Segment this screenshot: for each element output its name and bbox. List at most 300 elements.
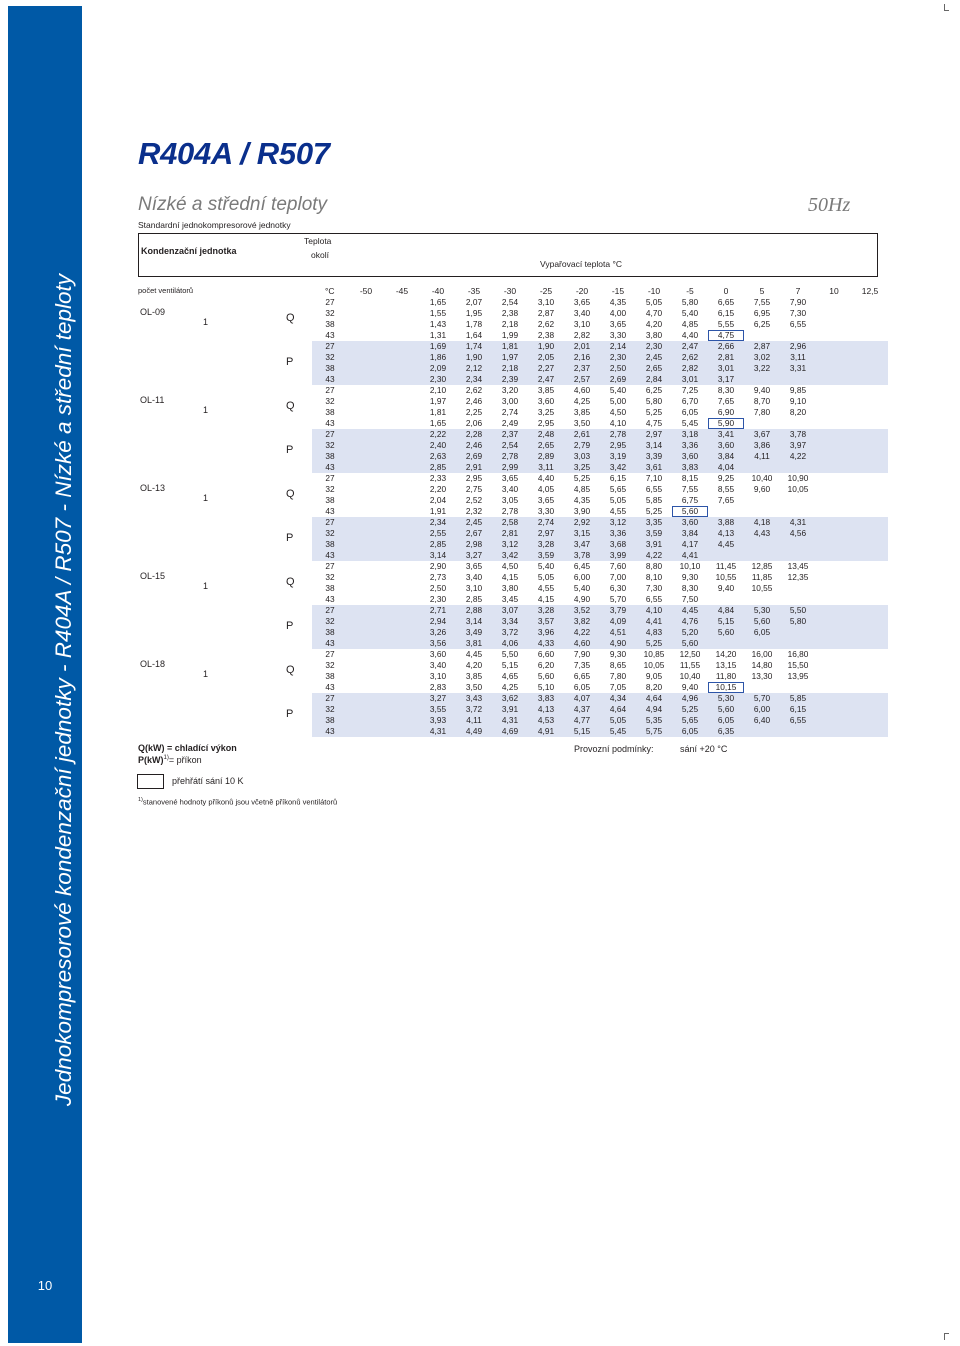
page-title: R404A / R507 <box>138 136 330 171</box>
value-cell: 5,05 <box>600 715 636 726</box>
value-cell <box>384 363 420 374</box>
value-cell: 3,22 <box>744 363 780 374</box>
value-cell <box>744 682 780 693</box>
quantity-label-q: Q <box>286 312 295 324</box>
quantity-label-q: Q <box>286 400 295 412</box>
value-cell: 8,30 <box>708 385 744 396</box>
value-cell: 5,45 <box>672 418 708 429</box>
value-cell: 5,35 <box>636 715 672 726</box>
value-cell: 11,55 <box>672 660 708 671</box>
value-cell: 12,50 <box>672 649 708 660</box>
performance-table <box>312 297 888 737</box>
value-cell: 5,05 <box>600 495 636 506</box>
value-cell: 3,00 <box>492 396 528 407</box>
value-cell: 2,07 <box>456 297 492 308</box>
ambient-temp-cell: 32 <box>312 616 348 627</box>
value-cell: 2,27 <box>528 363 564 374</box>
value-cell: 6,90 <box>708 407 744 418</box>
legend-p: P(kW)$^{1)}$= příkon <box>138 755 202 765</box>
value-cell: 5,40 <box>600 385 636 396</box>
model-name: OL-09 <box>140 307 166 317</box>
value-cell <box>816 308 852 319</box>
value-cell: 1,95 <box>456 308 492 319</box>
ambient-temp-cell: 27 <box>312 693 348 704</box>
value-cell <box>384 627 420 638</box>
value-cell: 5,60 <box>708 704 744 715</box>
value-cell <box>348 660 384 671</box>
value-cell: 3,91 <box>492 704 528 715</box>
value-cell <box>816 385 852 396</box>
value-cell: 12,85 <box>744 561 780 572</box>
value-cell: 4,41 <box>636 616 672 627</box>
value-cell <box>384 506 420 517</box>
value-cell <box>780 638 816 649</box>
value-cell: 5,80 <box>672 297 708 308</box>
value-cell: 2,75 <box>456 484 492 495</box>
value-cell: 2,65 <box>636 363 672 374</box>
value-cell <box>852 638 888 649</box>
value-cell: 3,35 <box>636 517 672 528</box>
value-cell: 7,00 <box>600 572 636 583</box>
ambient-temp-cell: 38 <box>312 671 348 682</box>
table-row <box>312 341 888 352</box>
value-cell: 2,46 <box>456 440 492 451</box>
value-cell: 10,55 <box>708 572 744 583</box>
value-cell: 4,64 <box>636 693 672 704</box>
value-cell <box>852 506 888 517</box>
value-cell: 3,11 <box>780 352 816 363</box>
value-cell: 8,15 <box>672 473 708 484</box>
value-cell: 9,40 <box>744 385 780 396</box>
table-row <box>312 495 888 506</box>
value-cell: 4,17 <box>672 539 708 550</box>
value-cell: 6,05 <box>744 627 780 638</box>
value-cell: 6,30 <box>600 583 636 594</box>
value-cell <box>384 693 420 704</box>
value-cell <box>384 572 420 583</box>
value-cell <box>384 440 420 451</box>
value-cell <box>852 297 888 308</box>
value-cell <box>348 671 384 682</box>
value-cell: 5,30 <box>708 693 744 704</box>
value-cell: 11,80 <box>708 671 744 682</box>
value-cell <box>852 528 888 539</box>
value-cell: 4,45 <box>672 605 708 616</box>
value-cell: 5,10 <box>528 682 564 693</box>
ambient-temp-cell: 27 <box>312 297 348 308</box>
value-cell: 3,65 <box>564 297 600 308</box>
value-cell: 3,72 <box>456 704 492 715</box>
value-cell: 5,05 <box>528 572 564 583</box>
value-cell: 2,54 <box>492 440 528 451</box>
value-cell: 4,31 <box>420 726 456 737</box>
value-cell <box>744 330 780 341</box>
value-cell: 4,22 <box>564 627 600 638</box>
value-cell <box>852 484 888 495</box>
value-cell: 3,67 <box>744 429 780 440</box>
value-cell: 2,94 <box>420 616 456 627</box>
value-cell <box>348 429 384 440</box>
value-cell: 13,45 <box>780 561 816 572</box>
value-cell: 6,15 <box>708 308 744 319</box>
value-cell: 11,85 <box>744 572 780 583</box>
value-cell: 1,55 <box>420 308 456 319</box>
value-cell: 2,04 <box>420 495 456 506</box>
value-cell: 2,67 <box>456 528 492 539</box>
quantity-label-q: Q <box>286 488 295 500</box>
value-cell: 2,28 <box>456 429 492 440</box>
value-cell <box>780 330 816 341</box>
value-cell: 7,35 <box>564 660 600 671</box>
value-cell: 3,01 <box>708 363 744 374</box>
value-cell: 4,40 <box>672 330 708 341</box>
value-cell: 2,52 <box>456 495 492 506</box>
value-cell: 2,22 <box>420 429 456 440</box>
value-cell <box>780 539 816 550</box>
value-cell <box>816 484 852 495</box>
table-row <box>312 407 888 418</box>
value-cell <box>816 352 852 363</box>
value-cell <box>744 374 780 385</box>
value-cell <box>852 594 888 605</box>
value-cell: 2,57 <box>564 374 600 385</box>
value-cell: 3,80 <box>636 330 672 341</box>
value-cell <box>348 539 384 550</box>
value-cell: 8,65 <box>600 660 636 671</box>
ambient-temp-cell: 43 <box>312 726 348 737</box>
value-cell: 4,76 <box>672 616 708 627</box>
quantity-label-p: P <box>286 444 294 456</box>
column-header: -50 <box>359 286 373 296</box>
value-cell <box>348 396 384 407</box>
value-cell <box>816 660 852 671</box>
quantity-label-q: Q <box>286 576 295 588</box>
value-cell: 1,31 <box>420 330 456 341</box>
value-cell: 2,62 <box>528 319 564 330</box>
value-cell: 4,83 <box>636 627 672 638</box>
value-cell <box>852 726 888 737</box>
value-cell: 2,97 <box>636 429 672 440</box>
value-cell: 3,59 <box>528 550 564 561</box>
value-cell: 3,50 <box>564 418 600 429</box>
value-cell: 2,89 <box>528 451 564 462</box>
value-cell: 2,34 <box>456 374 492 385</box>
value-cell: 2,84 <box>636 374 672 385</box>
value-cell: 5,25 <box>636 407 672 418</box>
value-cell: 4,56 <box>780 528 816 539</box>
value-cell: 2,30 <box>636 341 672 352</box>
value-cell <box>744 539 780 550</box>
value-cell: 2,18 <box>492 319 528 330</box>
value-cell: 2,58 <box>492 517 528 528</box>
value-cell <box>780 506 816 517</box>
table-row <box>312 319 888 330</box>
value-cell: 3,07 <box>492 605 528 616</box>
value-cell: 9,40 <box>672 682 708 693</box>
value-cell: 3,11 <box>528 462 564 473</box>
value-cell: 3,65 <box>456 561 492 572</box>
value-cell: 2,82 <box>672 363 708 374</box>
value-cell <box>816 473 852 484</box>
value-cell <box>780 462 816 473</box>
ambient-temp-cell: 38 <box>312 715 348 726</box>
value-cell: 2,46 <box>456 396 492 407</box>
value-cell: 5,60 <box>708 627 744 638</box>
value-cell: 2,78 <box>600 429 636 440</box>
value-cell: 2,79 <box>564 440 600 451</box>
value-cell <box>852 495 888 506</box>
value-cell <box>816 374 852 385</box>
value-cell: 1,81 <box>420 407 456 418</box>
value-cell: 8,55 <box>708 484 744 495</box>
crop-mark <box>944 10 949 11</box>
value-cell <box>348 440 384 451</box>
value-cell: 3,78 <box>564 550 600 561</box>
value-cell: 7,65 <box>708 495 744 506</box>
value-cell: 3,61 <box>636 462 672 473</box>
value-cell: 2,85 <box>420 539 456 550</box>
quantity-label-q: Q <box>286 664 295 676</box>
column-header: -5 <box>686 286 694 296</box>
value-cell: 1,99 <box>492 330 528 341</box>
value-cell: 3,25 <box>564 462 600 473</box>
value-cell: 2,92 <box>564 517 600 528</box>
value-cell: 4,37 <box>564 704 600 715</box>
value-cell: 4,11 <box>744 451 780 462</box>
value-cell: 3,83 <box>672 462 708 473</box>
value-cell <box>816 495 852 506</box>
value-cell: 1,90 <box>456 352 492 363</box>
column-header: -45 <box>395 286 409 296</box>
value-cell: 10,90 <box>780 473 816 484</box>
value-cell: 2,82 <box>564 330 600 341</box>
value-cell: 3,96 <box>528 627 564 638</box>
value-cell: 2,55 <box>420 528 456 539</box>
value-cell <box>816 605 852 616</box>
value-cell <box>816 726 852 737</box>
value-cell: 2,95 <box>528 418 564 429</box>
value-cell: 4,25 <box>564 396 600 407</box>
value-cell: 4,85 <box>564 484 600 495</box>
value-cell: 3,42 <box>492 550 528 561</box>
value-cell <box>816 715 852 726</box>
value-cell <box>852 385 888 396</box>
value-cell: 7,25 <box>672 385 708 396</box>
value-cell: 6,95 <box>744 308 780 319</box>
value-cell: 3,97 <box>780 440 816 451</box>
value-cell: 5,45 <box>600 726 636 737</box>
value-cell <box>384 605 420 616</box>
value-cell <box>348 352 384 363</box>
value-cell: 6,05 <box>672 726 708 737</box>
value-cell <box>852 374 888 385</box>
value-cell: 2,74 <box>528 517 564 528</box>
value-cell: 5,50 <box>492 649 528 660</box>
value-cell <box>744 726 780 737</box>
value-cell <box>384 429 420 440</box>
value-cell: 5,40 <box>528 561 564 572</box>
fan-count-label: počet ventilátorů <box>138 286 194 295</box>
value-cell: 1,86 <box>420 352 456 363</box>
value-cell: 2,69 <box>456 451 492 462</box>
value-cell: 7,05 <box>600 682 636 693</box>
value-cell: 4,10 <box>600 418 636 429</box>
value-cell: 6,00 <box>564 572 600 583</box>
value-cell: 13,15 <box>708 660 744 671</box>
value-cell: 3,39 <box>636 451 672 462</box>
value-cell: 4,13 <box>528 704 564 715</box>
value-cell: 1,64 <box>456 330 492 341</box>
value-cell <box>852 715 888 726</box>
value-cell <box>384 352 420 363</box>
value-cell: 4,64 <box>600 704 636 715</box>
value-cell: 3,30 <box>528 506 564 517</box>
value-cell <box>348 374 384 385</box>
value-cell: 6,15 <box>780 704 816 715</box>
ambient-temp-cell: 32 <box>312 660 348 671</box>
column-header: 0 <box>723 286 729 296</box>
value-cell: 3,28 <box>528 605 564 616</box>
value-cell <box>852 396 888 407</box>
value-cell: 5,05 <box>636 297 672 308</box>
value-cell: 5,60 <box>672 638 708 649</box>
model-name: OL-13 <box>140 483 166 493</box>
value-cell <box>708 506 744 517</box>
value-cell <box>816 363 852 374</box>
value-cell: 7,80 <box>600 671 636 682</box>
value-cell: 4,94 <box>636 704 672 715</box>
value-cell: 3,02 <box>744 352 780 363</box>
value-cell: 3,12 <box>492 539 528 550</box>
value-cell: 1,90 <box>528 341 564 352</box>
value-cell: 2,38 <box>528 330 564 341</box>
value-cell: 6,20 <box>528 660 564 671</box>
table-row <box>312 418 888 429</box>
value-cell: 2,30 <box>600 352 636 363</box>
value-cell: 6,40 <box>744 715 780 726</box>
ambient-temp-cell: 43 <box>312 374 348 385</box>
value-cell: 4,90 <box>600 638 636 649</box>
value-cell: 3,19 <box>600 451 636 462</box>
value-cell: 5,75 <box>636 726 672 737</box>
table-row <box>312 627 888 638</box>
value-cell: 1,97 <box>420 396 456 407</box>
ambient-temp-cell: 27 <box>312 605 348 616</box>
value-cell: 1,78 <box>456 319 492 330</box>
value-cell: 3,36 <box>672 440 708 451</box>
value-cell: 10,05 <box>780 484 816 495</box>
value-cell: 4,50 <box>600 407 636 418</box>
value-cell: 3,85 <box>564 407 600 418</box>
value-cell: 2,32 <box>456 506 492 517</box>
value-cell: 5,15 <box>564 726 600 737</box>
table-row <box>312 594 888 605</box>
value-cell: 3,10 <box>564 319 600 330</box>
highlighted-value-cell: 5,60 <box>672 506 708 517</box>
value-cell: 6,00 <box>744 704 780 715</box>
value-cell: 4,60 <box>564 385 600 396</box>
value-cell: 4,41 <box>672 550 708 561</box>
value-cell: 3,84 <box>672 528 708 539</box>
table-row <box>312 506 888 517</box>
value-cell: 3,27 <box>456 550 492 561</box>
value-cell <box>744 418 780 429</box>
value-cell: 4,34 <box>600 693 636 704</box>
model-name: OL-18 <box>140 659 166 669</box>
value-cell: 6,65 <box>564 671 600 682</box>
value-cell: 4,07 <box>564 693 600 704</box>
value-cell <box>816 539 852 550</box>
value-cell <box>816 506 852 517</box>
value-cell: 3,17 <box>708 374 744 385</box>
value-cell: 6,05 <box>708 715 744 726</box>
value-cell: 3,60 <box>708 440 744 451</box>
value-cell <box>852 429 888 440</box>
ambient-temp-cell: 38 <box>312 319 348 330</box>
value-cell: 3,65 <box>600 319 636 330</box>
value-cell: 6,55 <box>780 715 816 726</box>
value-cell <box>744 506 780 517</box>
value-cell: 4,70 <box>636 308 672 319</box>
value-cell: 3,60 <box>672 517 708 528</box>
value-cell: 2,40 <box>420 440 456 451</box>
model-name: OL-15 <box>140 571 166 581</box>
ambient-temp-cell: 38 <box>312 583 348 594</box>
value-cell: 2,78 <box>492 506 528 517</box>
value-cell: 4,20 <box>456 660 492 671</box>
value-cell <box>384 726 420 737</box>
value-cell: 4,40 <box>528 473 564 484</box>
value-cell: 3,68 <box>600 539 636 550</box>
column-header: 5 <box>759 286 765 296</box>
value-cell: 3,01 <box>672 374 708 385</box>
value-cell: 6,35 <box>708 726 744 737</box>
value-cell: 7,30 <box>780 308 816 319</box>
value-cell <box>852 583 888 594</box>
page-number: 10 <box>37 1278 53 1293</box>
value-cell <box>852 517 888 528</box>
value-cell: 3,90 <box>564 506 600 517</box>
value-cell: 2,91 <box>456 462 492 473</box>
value-cell <box>348 616 384 627</box>
value-cell: 3,12 <box>600 517 636 528</box>
value-cell: 2,37 <box>492 429 528 440</box>
value-cell <box>744 594 780 605</box>
value-cell <box>852 605 888 616</box>
conditions-label: Provozní podmínky: <box>574 744 654 754</box>
value-cell: 7,30 <box>636 583 672 594</box>
table-row <box>312 616 888 627</box>
value-cell: 4,35 <box>600 297 636 308</box>
value-cell <box>384 407 420 418</box>
column-header: -30 <box>503 286 517 296</box>
value-cell: 4,90 <box>564 594 600 605</box>
value-cell: 3,81 <box>456 638 492 649</box>
table-row <box>312 451 888 462</box>
ambient-temp-cell: 43 <box>312 462 348 473</box>
table-row <box>312 297 888 308</box>
value-cell <box>852 550 888 561</box>
value-cell <box>348 363 384 374</box>
value-cell <box>384 660 420 671</box>
value-cell: 5,40 <box>672 308 708 319</box>
ambient-temp-cell: 27 <box>312 429 348 440</box>
value-cell <box>744 495 780 506</box>
value-cell: 1,65 <box>420 418 456 429</box>
value-cell: 12,35 <box>780 572 816 583</box>
value-cell <box>348 407 384 418</box>
value-cell: 7,50 <box>672 594 708 605</box>
